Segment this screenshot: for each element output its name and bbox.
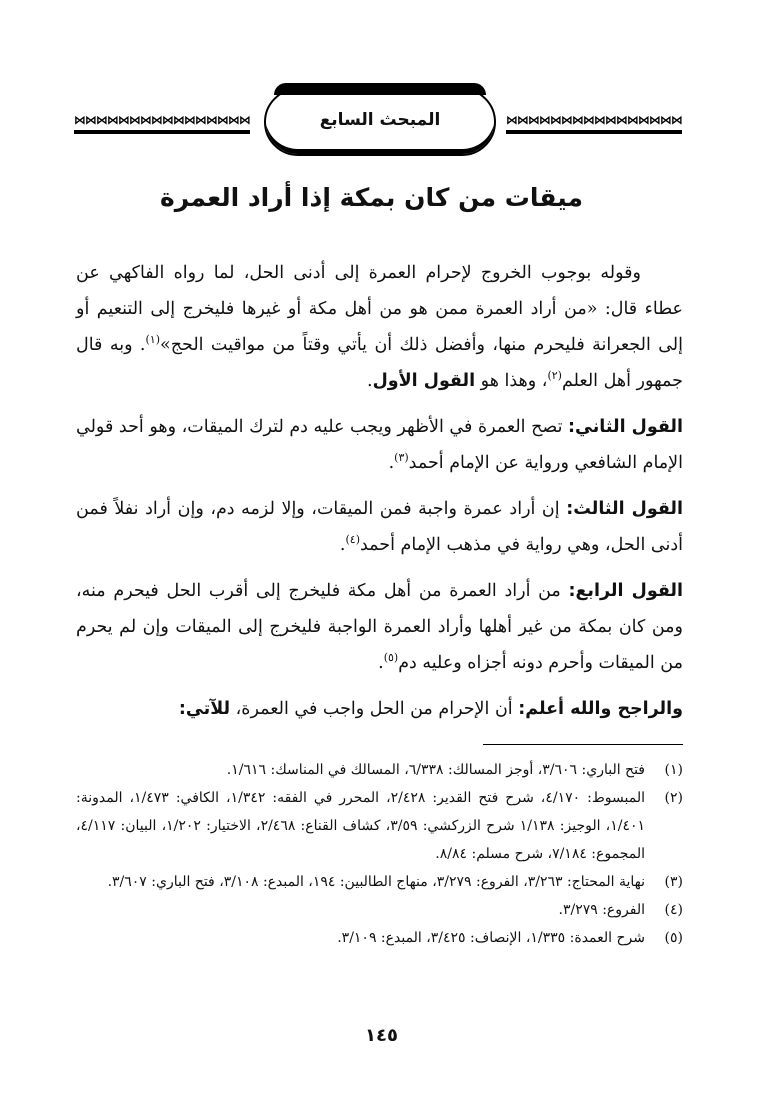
footnotes xyxy=(76,756,683,952)
footnote-text: المبسوط: ٤/١٧٠، شرح فتح القدير: ٢/٤٢٨، المحرر في الفقه: ١/٣٤٢، الكافي: ١/٤٧٣، المدونة: ١/٤٠١، الوجيز: ١/١٣٨ شرح الزركشي: ٣/٥٩، كشاف القناع: ٢/٤٦٨، الاختيار: ١/٢٠٢، البيان: ٤/١١٧، المجموع: ٧/١٨٤، شرح مسلم: ٨/٨٤. xyxy=(76,790,645,862)
footnote-ref-5: (٥) xyxy=(383,651,399,665)
third-opinion-end: . xyxy=(339,535,346,555)
third-opinion-paragraph xyxy=(76,491,683,563)
page-title: ميقات من كان بمكة إذا أراد العمرة xyxy=(160,183,583,212)
fourth-opinion-label: القول الرابع: xyxy=(568,581,683,601)
footnote-number: (١) xyxy=(664,762,683,778)
second-opinion-text: تصح العمرة في الأظهر ويجب عليه دم لترك الميقات، وهو أحد قولي الإمام الشافعي ورواية عن الإمام أحمد xyxy=(76,417,683,473)
intro-paragraph xyxy=(76,255,683,399)
conclusion-end: للآتي: xyxy=(178,699,231,719)
first-opinion-label: القول الأول xyxy=(372,371,476,391)
header-ornament-left: ⋈⋈⋈⋈⋈⋈⋈⋈⋈⋈⋈⋈⋈⋈⋈⋈ xyxy=(74,110,250,134)
conclusion-label: والراجح والله أعلم: xyxy=(518,699,683,719)
footnote-ref-1: (١) xyxy=(145,333,161,347)
second-opinion-paragraph xyxy=(76,409,683,481)
footnote-item xyxy=(76,924,683,952)
footnote-number: (٣) xyxy=(664,874,683,890)
footnote-number: (٢) xyxy=(664,790,683,806)
conclusion-paragraph xyxy=(76,691,683,727)
footnote-item xyxy=(76,896,683,924)
second-opinion-label: القول الثاني: xyxy=(568,417,683,437)
body-text xyxy=(76,255,683,737)
footnote-item xyxy=(76,756,683,784)
footnote-divider xyxy=(483,744,683,745)
fourth-opinion-paragraph xyxy=(76,573,683,681)
footnote-item xyxy=(76,868,683,896)
footnote-ref-4: (٤) xyxy=(345,533,360,547)
fourth-opinion-text: من أراد العمرة من أهل مكة فليخرج إلى أقرب الحل فيحرم منه، ومن كان بمكة من غير أهلها وأراد العمرة الواجبة فليخرج إلى الميقات وإن لم يحرم من الميقات وأحرم دونه أجزاه وعليه دم xyxy=(76,581,683,673)
page-number: ١٤٥ xyxy=(365,1025,398,1046)
fourth-opinion-end: . xyxy=(378,653,384,673)
footnote-number: (٥) xyxy=(664,930,683,946)
section-label: المبحث السابع xyxy=(319,110,441,130)
second-opinion-end: . xyxy=(388,453,395,473)
footnote-item xyxy=(76,784,683,868)
header-ornament-right: ⋈⋈⋈⋈⋈⋈⋈⋈⋈⋈⋈⋈⋈⋈⋈⋈ xyxy=(506,110,682,134)
footnote-text: الفروع: ٣/٢٧٩. xyxy=(558,902,645,918)
footnote-ref-3: (٣) xyxy=(394,451,409,465)
footnote-text: نهاية المحتاج: ٣/٢٦٣، الفروع: ٣/٢٧٩، منهاج الطالبين: ١٩٤، المبدع: ٣/١٠٨، فتح الباري: ٣/٦٠٧. xyxy=(107,874,645,890)
footnote-text: شرح العمدة: ١/٣٣٥، الإنصاف: ٣/٤٢٥، المبدع: ٣/١٠٩. xyxy=(337,930,645,946)
third-opinion-label: القول الثالث: xyxy=(566,499,684,519)
section-header xyxy=(74,88,682,160)
footnote-ref-2: (٢) xyxy=(547,369,562,383)
conclusion-text: أن الإحرام من الحل واجب في العمرة، xyxy=(230,699,519,719)
third-opinion-text: إن أراد عمرة واجبة فمن الميقات، وإلا لزمه دم، وإن أراد نفلاً فمن أدنى الحل، وهي رواية في مذهب الإمام أحمد xyxy=(76,499,683,555)
intro-mid: . وبه قال جمهور أهل العلم xyxy=(76,335,683,391)
intro-tail: ، وهذا هو xyxy=(475,371,548,391)
footnote-text: فتح الباري: ٣/٦٠٦، أوجز المسالك: ٦/٣٣٨، المسالك في المناسك: ١/٦١٦. xyxy=(226,762,645,778)
footnote-number: (٤) xyxy=(664,902,683,918)
intro-end: . xyxy=(367,371,373,391)
section-label-frame xyxy=(264,88,496,156)
intro-text: وقوله بوجوب الخروج لإحرام العمرة إلى أدنى الحل، لما رواه الفاكهي عن عطاء قال: «من أراد العمرة ممن هو من أهل مكة أو غيرها فليخرج إلى التنعيم أو إلى الجعرانة فليحرم منها، وأفضل ذلك أن يأتي وقتاً من مواقيت الحج» xyxy=(76,263,683,355)
